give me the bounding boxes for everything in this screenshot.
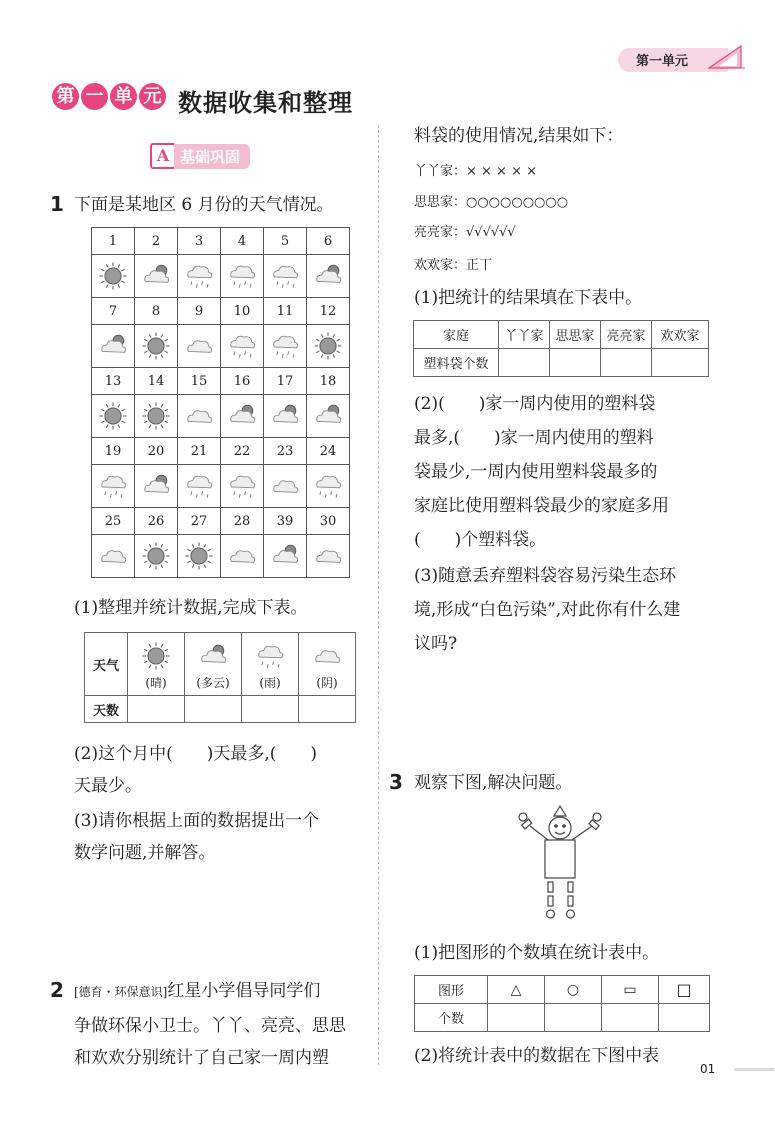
calendar-day-number: 6 [307,228,350,255]
q2-text: 红星小学倡导同学们 [167,981,321,1001]
calendar-day-number: 14 [135,368,178,395]
calendar-day-number: 27 [178,508,221,535]
calendar-day-number: 23 [264,438,307,465]
sunny-icon [135,325,178,368]
chapter-badge-char: 第 [52,83,79,110]
q1-sub3-line2: 数学问题,并解答。 [74,843,216,863]
q2-sub2-line: (2)( )家一周内使用的塑料袋 [414,394,656,414]
weather-stat-table [84,632,356,723]
table-header: 丫丫家 [499,321,550,349]
partly-cloudy-icon [307,395,350,438]
tally-sisi: 思思家：○○○○○○○○○ [414,195,569,210]
square-icon: □ [659,976,710,1004]
sunny-icon [307,325,350,368]
q2-sub3-line: 境,形成“白色污染”,对此你有什么建 [414,600,681,620]
table-header: 思思家 [550,321,601,349]
section-badge [150,143,250,165]
calendar-day-number: 7 [92,298,135,325]
overcast-icon [221,535,264,578]
calendar-day-number: 13 [92,368,135,395]
column-divider [378,125,379,1065]
stat-col-overcast [299,633,356,696]
q2-first-line [74,975,320,1008]
q2-sub2-line: 家庭比使用塑料袋最少的家庭多用 [414,496,669,516]
answer-cell[interactable] [550,349,601,377]
rain-icon [264,325,307,368]
q2-text: 争做环保小卫士。丫丫、亮亮、思思 [74,1016,346,1036]
calendar-day-number: 5 [264,228,307,255]
stat-col-sunny [128,633,185,696]
calendar-day-number: 19 [92,438,135,465]
partly-cloudy-icon [221,395,264,438]
q3-text: 观察下图,解决问题。 [414,773,573,793]
q1-sub1: (1)整理并统计数据,完成下表。 [74,598,308,618]
ruler-triangle-icon [705,42,747,72]
unit-label: 第一单元 [636,54,689,69]
q2-text: 料袋的使用情况,结果如下： [414,126,624,146]
rain-icon [221,325,264,368]
calendar-day-number: 2 [135,228,178,255]
triangle-icon: △ [488,976,545,1004]
q2-sub1: (1)把统计的结果填在下表中。 [414,288,643,308]
answer-cell[interactable] [652,349,709,377]
calendar-day-number: 10 [221,298,264,325]
calendar-day-number: 28 [221,508,264,535]
q1-sub2-line1: (2)这个月中( )天最多,( ) [74,744,318,764]
calendar-day-number: 16 [221,368,264,395]
sunny-icon [135,535,178,578]
rain-icon [221,465,264,508]
overcast-icon [92,535,135,578]
q3-sub2: (2)将统计表中的数据在下图中表 [414,1046,660,1066]
weather-calendar [91,227,350,578]
chapter-title: 数据收集和整理 [178,89,353,117]
question-number: 3 [389,770,403,794]
answer-cell[interactable] [659,1004,710,1032]
calendar-day-number: 8 [135,298,178,325]
answer-cell[interactable] [242,696,299,723]
partly-cloudy-icon [135,255,178,298]
sunny-icon [178,535,221,578]
rain-icon [242,638,298,674]
calendar-day-number: 9 [178,298,221,325]
calendar-day-number: 17 [264,368,307,395]
q2-text: 和欢欢分别统计了自己家一周内塑 [74,1048,329,1068]
label: (雨) [259,675,281,690]
rain-icon [307,465,350,508]
stat-col-rain [242,633,299,696]
chapter-badge-char: 单 [110,83,137,110]
overcast-icon [178,325,221,368]
answer-cell[interactable] [128,696,185,723]
calendar-day-number: 3 [178,228,221,255]
label: (晴) [145,675,167,690]
chapter-badge-char: 一 [81,83,108,110]
stat-col-cloudy [185,633,242,696]
calendar-day-number: 30 [307,508,350,535]
calendar-day-number: 24 [307,438,350,465]
overcast-icon [178,395,221,438]
chapter-badge [52,83,168,113]
answer-cell[interactable] [185,696,242,723]
partly-cloudy-icon [264,395,307,438]
q1-sub2-line2: 天最少。 [74,776,142,796]
sunny-icon [135,395,178,438]
q2-sub2-line: ( )个塑料袋。 [414,530,547,550]
calendar-day-number: 21 [178,438,221,465]
q2-sub2-line: 最多,( )家一周内使用的塑料 [414,428,654,448]
table-header: 天数 [85,696,128,723]
answer-cell[interactable] [299,696,356,723]
overcast-icon [264,465,307,508]
q2-tag: [德育・环保意识] [74,985,168,999]
answer-cell[interactable] [545,1004,602,1032]
chapter-badge-char: 元 [139,83,166,110]
q2-sub3-line: 议吗? [414,634,458,654]
sunny-icon [92,395,135,438]
sunny-icon [92,255,135,298]
calendar-day-number: 25 [92,508,135,535]
rain-icon [92,465,135,508]
section-title: 基础巩固 [174,144,250,169]
label: (阴) [316,675,338,690]
rain-icon [178,255,221,298]
partly-cloudy-icon [135,465,178,508]
section-letter: A [150,143,176,169]
circle-icon: ○ [545,976,602,1004]
answer-cell[interactable] [488,1004,545,1032]
table-header: 图形 [415,976,488,1004]
plastic-bag-table [413,320,709,377]
calendar-day-number: 20 [135,438,178,465]
tally-liangliang: 亮亮家：√√√√√√ [414,225,516,240]
overcast-icon [299,638,355,674]
question-number: 2 [50,978,64,1002]
q3-sub1: (1)把图形的个数填在统计表中。 [414,943,660,963]
calendar-day-number: 15 [178,368,221,395]
shape-count-table [414,975,710,1032]
partly-cloudy-icon [264,535,307,578]
calendar-day-number: 1 [92,228,135,255]
footer-bar [734,1068,774,1071]
table-header: 个数 [415,1004,488,1032]
calendar-day-number: 26 [135,508,178,535]
page-number: 01 [700,1062,716,1076]
answer-cell[interactable] [602,1004,659,1032]
rectangle-icon: ▭ [602,976,659,1004]
answer-cell[interactable] [601,349,652,377]
overcast-icon [307,535,350,578]
rain-icon [178,465,221,508]
table-header: 欢欢家 [652,321,709,349]
calendar-day-number: 4 [221,228,264,255]
tally-huanhuan: 欢欢家：正丅 [414,258,493,273]
rain-icon [221,255,264,298]
q2-sub3-line: (3)随意丢弃塑料袋容易污染生态环 [414,566,677,586]
question-text: 下面是某地区 6 月份的天气情况。 [74,195,334,215]
calendar-day-number: 22 [221,438,264,465]
table-header: 家庭 [414,321,499,349]
tally-yaya: 丫丫家：× × × × × [414,164,537,179]
rain-icon [264,255,307,298]
table-header: 塑料袋个数 [414,349,499,377]
calendar-day-number: 18 [307,368,350,395]
partly-cloudy-icon [185,638,241,674]
table-header: 天气 [85,633,128,696]
partly-cloudy-icon [92,325,135,368]
calendar-day-number: 39 [264,508,307,535]
shape-robot-figure [510,800,610,930]
calendar-day-number: 11 [264,298,307,325]
partly-cloudy-icon [307,255,350,298]
answer-cell[interactable] [499,349,550,377]
q2-sub2-line: 袋最少,一周内使用塑料袋最多的 [414,462,658,482]
label: (多云) [196,675,230,690]
table-header: 亮亮家 [601,321,652,349]
sunny-icon [128,638,184,674]
calendar-day-number: 12 [307,298,350,325]
q1-sub3-line1: (3)请你根据上面的数据提出一个 [74,811,320,831]
question-number: 1 [50,192,64,216]
